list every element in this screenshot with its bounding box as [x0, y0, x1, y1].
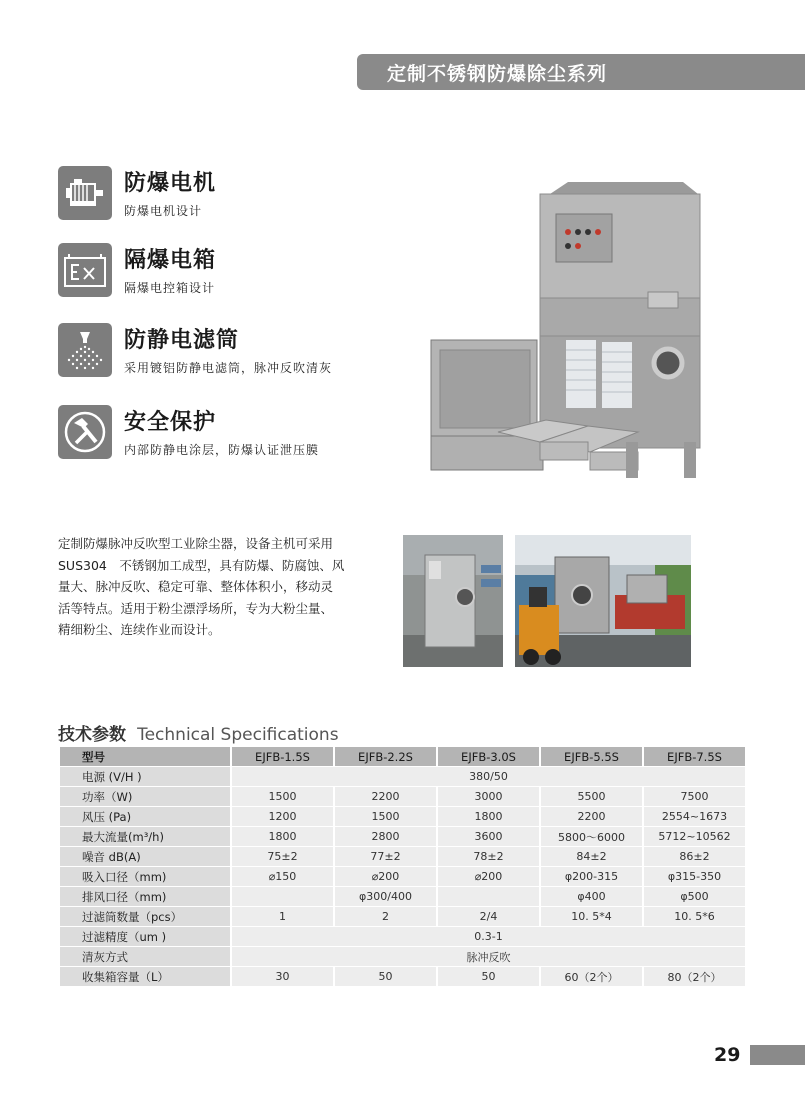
- delivery-forklift-photo: [515, 535, 691, 667]
- table-row: [60, 787, 745, 806]
- row-label: 噪音 dB(A): [60, 847, 230, 866]
- table-row: [60, 887, 745, 906]
- table-cell: ⌀150: [232, 867, 333, 886]
- table-header-row: [60, 747, 745, 766]
- feature-desc: 内部防静电涂层，防爆认证泄压膜: [124, 443, 320, 457]
- row-label: 排风口径（mm): [60, 887, 230, 906]
- table-row: [60, 807, 745, 826]
- table-cell: 1800: [438, 807, 539, 826]
- table-cell: 5800～6000: [541, 827, 642, 846]
- row-label: 吸入口径（mm): [60, 867, 230, 886]
- header-title: 定制不锈钢防爆除尘系列: [387, 62, 608, 85]
- wrench-hammer-icon: [58, 405, 112, 459]
- table-row: [60, 907, 745, 926]
- table-header-label: 型号: [60, 747, 230, 766]
- page-number-bar: [750, 1045, 805, 1065]
- page-number: 29: [714, 1044, 741, 1066]
- row-label: 收集箱容量（L）: [60, 967, 230, 986]
- feature-explosion-isolated-box: [58, 243, 378, 303]
- table-row: [60, 847, 745, 866]
- workshop-photo: [403, 535, 503, 667]
- table-cell: 30: [232, 967, 333, 986]
- table-row: [60, 767, 745, 786]
- table-cell: 1200: [232, 807, 333, 826]
- table-row: [60, 967, 745, 986]
- table-row: [60, 827, 745, 846]
- row-label: 功率（W): [60, 787, 230, 806]
- table-cell: 84±2: [541, 847, 642, 866]
- feature-desc: 采用镀铝防静电滤筒，脉冲反吹清灰: [124, 361, 333, 375]
- feature-desc: 防爆电机设计: [124, 204, 203, 218]
- model-header: EJFB-5.5S: [541, 747, 642, 766]
- dust-collector-machine-image: [428, 180, 708, 480]
- row-label: 清灰方式: [60, 947, 230, 966]
- table-cell: 2200: [541, 807, 642, 826]
- table-cell: 50: [438, 967, 539, 986]
- specs-title-cn: 技术参数: [58, 725, 126, 745]
- ex-box-icon: [58, 243, 112, 297]
- specs-title: [58, 720, 339, 745]
- feature-explosion-proof-motor: [58, 166, 378, 226]
- feature-desc: 隔爆电控箱设计: [124, 281, 216, 295]
- table-cell: 60（2个）: [541, 967, 642, 986]
- table-cell: 2554~1673: [644, 807, 745, 826]
- row-label: 电源 (V/H ): [60, 767, 230, 786]
- table-cell: 10. 5*6: [644, 907, 745, 926]
- model-header: EJFB-2.2S: [335, 747, 436, 766]
- table-cell: 7500: [644, 787, 745, 806]
- table-cell: 5712~10562: [644, 827, 745, 846]
- feature-title: 防静电滤筒: [124, 328, 240, 353]
- feature-title: 隔爆电箱: [124, 248, 217, 273]
- specs-title-en: Technical Specifications: [137, 725, 339, 745]
- table-cell: φ300/400: [335, 887, 436, 906]
- row-label: 过滤精度（um ): [60, 927, 230, 946]
- table-cell: 77±2: [335, 847, 436, 866]
- table-cell: 3600: [438, 827, 539, 846]
- table-cell: 2: [335, 907, 436, 926]
- table-cell: φ200-315: [541, 867, 642, 886]
- table-cell: 2200: [335, 787, 436, 806]
- table-row: [60, 867, 745, 886]
- table-cell: ⌀200: [335, 867, 436, 886]
- table-cell: φ315-350: [644, 867, 745, 886]
- table-row: [60, 927, 745, 946]
- table-cell: [438, 887, 539, 906]
- table-cell: 75±2: [232, 847, 333, 866]
- header-banner: [357, 54, 805, 90]
- feature-safety-protection: [58, 405, 378, 465]
- table-cell: φ400: [541, 887, 642, 906]
- table-cell: 2800: [335, 827, 436, 846]
- table-cell: 1800: [232, 827, 333, 846]
- model-header: EJFB-7.5S: [644, 747, 745, 766]
- table-cell: ⌀200: [438, 867, 539, 886]
- table-cell: 0.3-1: [232, 927, 745, 946]
- model-header: EJFB-1.5S: [232, 747, 333, 766]
- table-cell: 1500: [335, 807, 436, 826]
- row-label: 最大流量(m³/h): [60, 827, 230, 846]
- feature-title: 安全保护: [124, 410, 217, 435]
- table-cell: 86±2: [644, 847, 745, 866]
- table-cell: 3000: [438, 787, 539, 806]
- table-cell: 10. 5*4: [541, 907, 642, 926]
- table-cell: 2/4: [438, 907, 539, 926]
- table-row: [60, 947, 745, 966]
- table-cell: φ500: [644, 887, 745, 906]
- model-header: EJFB-3.0S: [438, 747, 539, 766]
- table-cell: 1500: [232, 787, 333, 806]
- specs-table: [58, 746, 747, 987]
- table-cell: 5500: [541, 787, 642, 806]
- table-cell: 78±2: [438, 847, 539, 866]
- feature-title: 防爆电机: [124, 171, 217, 196]
- product-description: 定制防爆脉冲反吹型工业除尘器，设备主机可采用 SUS304 不锈钢加工成型，具有防爆、防腐蚀、风 量大、脉冲反吹、稳定可靠、整体体积小，移动灵 活等特点。适用于粉尘漂浮场所，专为大粉尘量、 精细粉尘、连续作业而设计。: [58, 536, 345, 637]
- table-cell: 380/50: [232, 767, 745, 786]
- row-label: 风压 (Pa): [60, 807, 230, 826]
- motor-icon: [58, 166, 112, 220]
- table-cell: 1: [232, 907, 333, 926]
- table-cell: 50: [335, 967, 436, 986]
- feature-antistatic-filter: [58, 323, 378, 383]
- table-cell: 脉冲反吹: [232, 947, 745, 966]
- table-cell: 80（2个）: [644, 967, 745, 986]
- row-label: 过滤筒数量（pcs）: [60, 907, 230, 926]
- spray-filter-icon: [58, 323, 112, 377]
- table-cell: [232, 887, 333, 906]
